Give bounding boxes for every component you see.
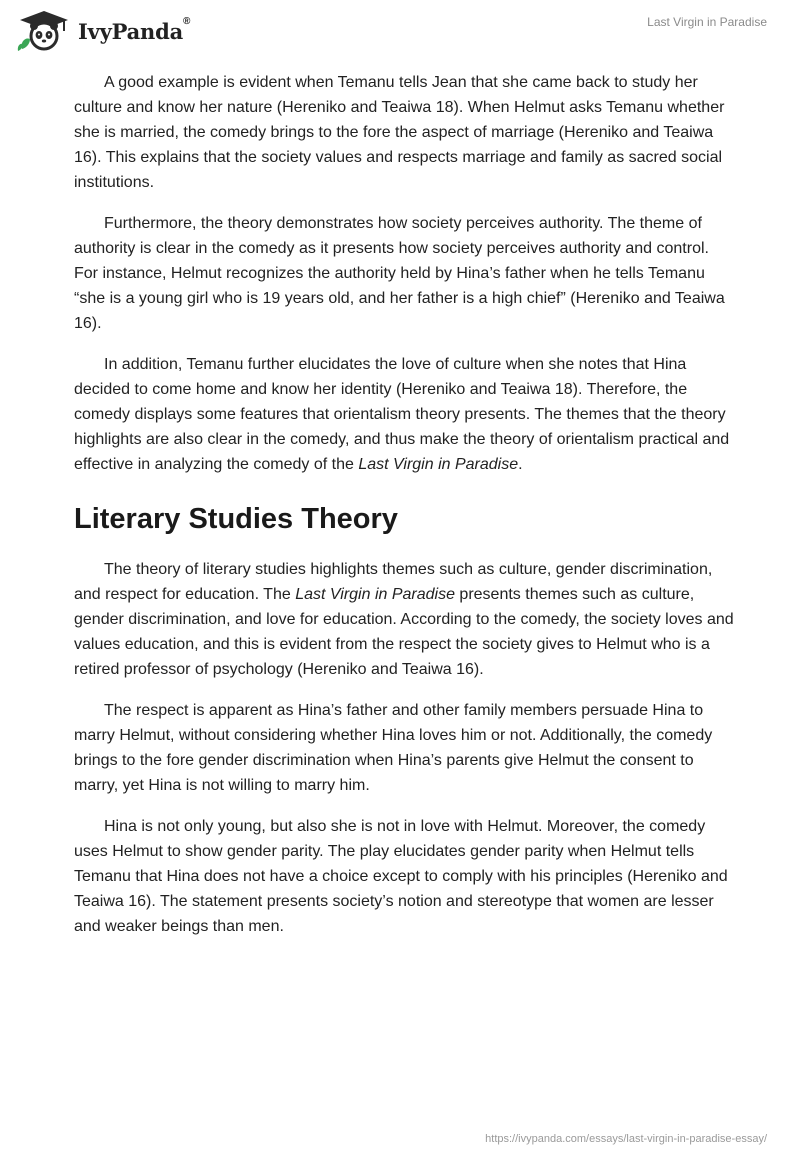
paragraph: The respect is apparent as Hina’s father and other family members persuade Hina to marry Helmut, without considering whether Hina loves him or not. Additionally, the comedy brings to the fore gender discrimination when Hina’s parents give Helmut the consent to marry, yet Hina is not willing to marry him. (74, 702, 713, 794)
book-title: Last Virgin in Paradise (295, 586, 455, 603)
brand-name: IvyPanda® (78, 15, 191, 44)
section-heading: Literary Studies Theory (74, 503, 398, 535)
book-title: Last Virgin in Paradise (358, 456, 519, 473)
paragraph-text: presents themes such as culture, gender discrimination, and love for education. According to the comedy, the society loves and values education, and this is evident from the respect the society gives to Helmut who is a retired professor of psychology (Hereniko and Teaiwa 16). (74, 586, 734, 678)
paragraph-text: In addition, Temanu further elucidates the love of culture when she notes that Hina decided to come home and know her identity (Hereniko and Teaiwa 18). Therefore, the comedy displays some features that orientalism theory presents. The themes that the theory highlights are also clear in the comedy, and thus make the theory of orientalism practical and effective in analyzing the comedy of the (74, 356, 730, 473)
paragraph: A good example is evident when Temanu tells Jean that she came back to study her culture and know her nature (Hereniko and Teaiwa 18). When Helmut asks Temanu whether she is married, the comedy brings to the fore the aspect of marriage (Hereniko and Teaiwa 16). This explains that the society values and respects marriage and family as sacred social institutions. (74, 74, 725, 191)
paragraph: Hina is not only young, but also she is not in love with Helmut. Moreover, the comedy uses Helmut to show gender parity. The play elucidates gender parity when Helmut tells Temanu that Hina does not have a choice except to comply with his principles (Hereniko and Teaiwa 16). The statement presents society’s notion and stereotype that women are lesser and weaker beings than men. (74, 818, 728, 935)
brand-logo[interactable] (14, 9, 190, 53)
page-header (0, 0, 800, 60)
source-url[interactable]: https://ivypanda.com/essays/last-virgin-in-paradise-essay/ (485, 1133, 767, 1145)
panda-graduate-icon (14, 9, 74, 53)
paragraph (74, 557, 734, 682)
paragraph-text: The theory of literary studies highlights themes such as culture, gender discrimination, and respect for education. The (74, 561, 713, 603)
essay-content (74, 70, 734, 955)
paragraph-text: . (518, 456, 523, 473)
registered-mark: ® (183, 15, 191, 27)
paragraph (74, 352, 734, 477)
running-title: Last Virgin in Paradise (647, 15, 767, 29)
paragraph: Furthermore, the theory demonstrates how society perceives authority. The theme of authority is clear in the comedy as it presents how society perceives authority and control. For instance, Helmut recognizes the authority held by Hina’s father when he tells Temanu “she is a young girl who is 19 years old, and her father is a high chief” (Hereniko and Teaiwa 16). (74, 215, 725, 332)
